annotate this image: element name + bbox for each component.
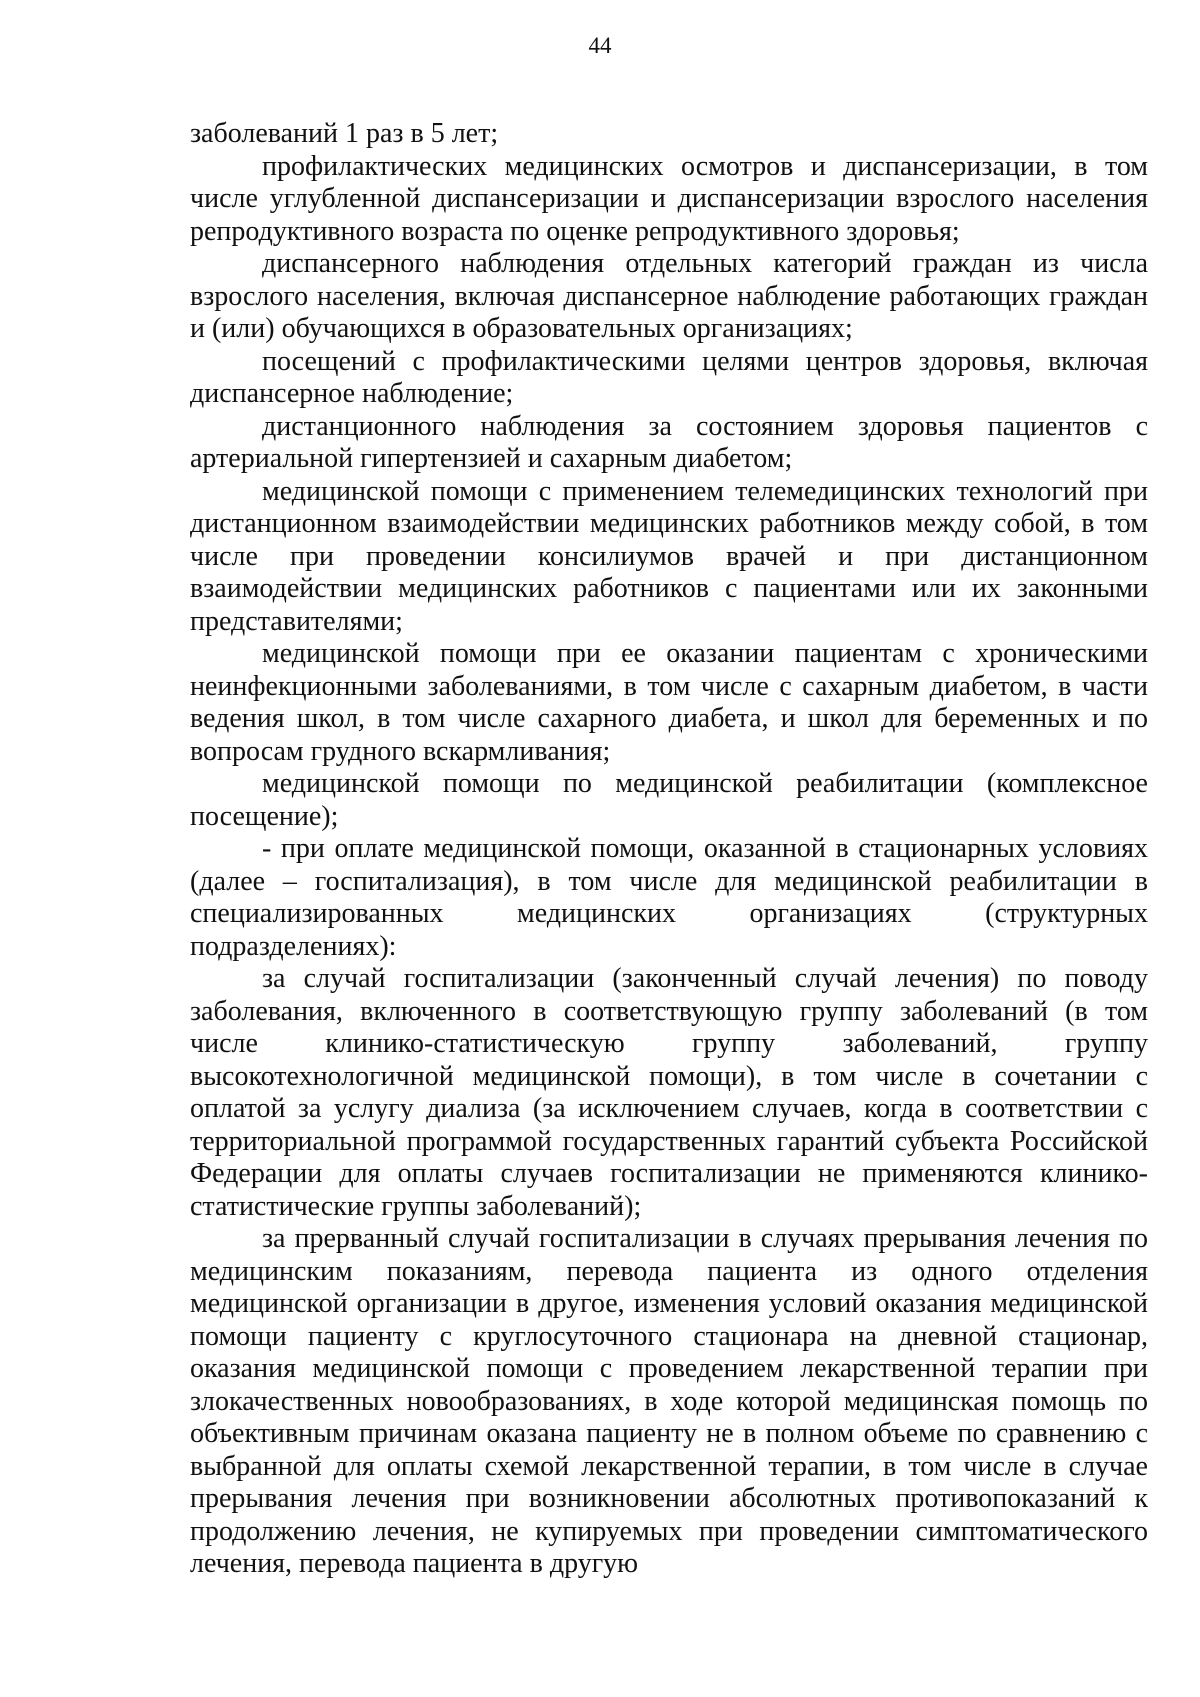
paragraph-health-centers: посещений с профилактическими целями центров здоровья, включая диспансерное наблюдение; — [190, 345, 1148, 409]
paragraph-interrupted-case: за прерванный случай госпитализации в случаях прерывания лечения по медицинским показаниям, перевода пациента из одного отделения медицинской организации в другое, изменения условий оказания медицинской помощи пациенту с круглосуточного стационара на дневной стационар, оказания медицинской помощи с проведением лекарственной терапии при злокачественных новообразованиях, в ходе которой медицинская помощь по объективным причинам оказана пациенту не в полном объеме по сравнению с выбранной для оплаты схемой лекарственной терапии, в том числе в случае прерывания лечения при возникновении абсолютных противопоказаний к продолжению лечения, не купируемых при проведении симптоматического лечения, перевода пациента в другую — [190, 1223, 1148, 1579]
paragraph-telemedicine: медицинской помощи с применением телемедицинских технологий при дистанционном взаимодействии медицинских работников между собой, в том числе при проведении консилиумов врачей и при дистанционном взаимодействии медицинских работников с пациентами или их законными представителями; — [190, 475, 1148, 637]
paragraph-rehabilitation: медицинской помощи по медицинской реабилитации (комплексное посещение); — [190, 768, 1148, 832]
paragraph-remote-monitoring: дистанционного наблюдения за состоянием здоровья пациентов с артериальной гипертензией и сахарным диабетом; — [190, 410, 1148, 474]
paragraph-dispensary-observation: диспансерного наблюдения отдельных категорий граждан из числа взрослого населения, включая диспансерное наблюдение работающих граждан и (или) обучающихся в образовательных организациях; — [190, 248, 1148, 344]
page-number: 44 — [588, 33, 612, 58]
paragraph-inpatient-payment: - при оплате медицинской помощи, оказанной в стационарных условиях (далее – госпитализация), в том числе для медицинской реабилитации в специализированных медицинских организациях (структурных подразделениях): — [190, 833, 1148, 962]
paragraph-continuation: заболеваний 1 раз в 5 лет; — [190, 118, 499, 149]
paragraph-completed-case: за случай госпитализации (законченный случай лечения) по поводу заболевания, включенного в соответствующую группу заболеваний (в том числе клинико-статистическую группу заболеваний, группу высокотехнологичной медицинской помощи), в том числе в сочетании с оплатой за услугу диализа (за исключением случаев, когда в соответствии с территориальной программой государственных гарантий субъекта Российской Федерации для оплаты случаев госпитализации не применяются клинико-статистические группы заболеваний); — [190, 963, 1148, 1222]
paragraph-preventive-examinations: профилактических медицинских осмотров и диспансеризации, в том числе углубленной диспансеризации и диспансеризации взрослого населения репродуктивного возраста по оценке репродуктивного здоровья; — [190, 150, 1148, 247]
paragraph-chronic-diseases: медицинской помощи при ее оказании пациентам с хроническими неинфекционными заболеваниями, в том числе с сахарным диабетом, в части ведения школ, в том числе сахарного диабета, и школ для беременных и по вопросам грудного вскармливания; — [190, 638, 1148, 767]
document-body — [190, 118, 1148, 1581]
